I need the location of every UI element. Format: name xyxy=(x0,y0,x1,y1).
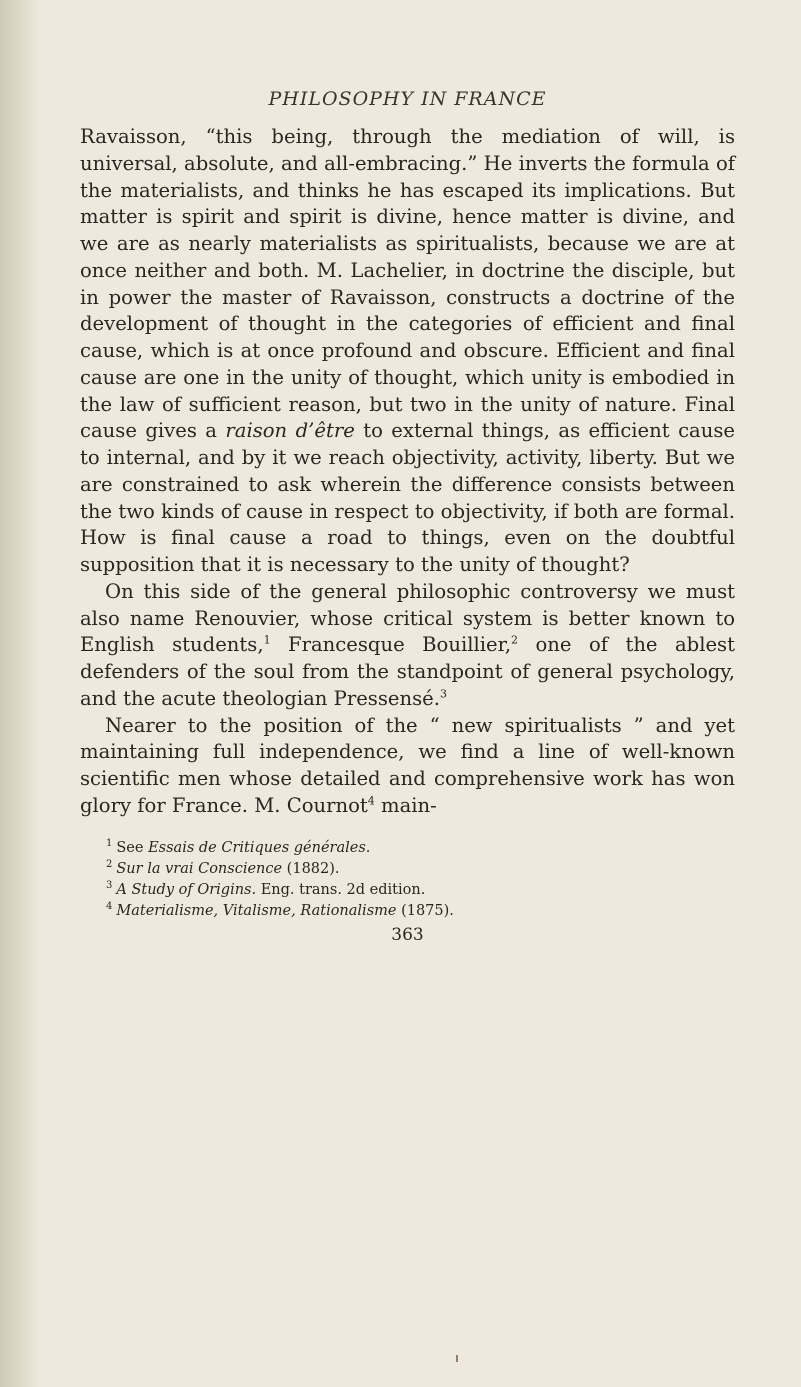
paragraph xyxy=(80,124,735,579)
footnote-number: 4 xyxy=(106,900,113,912)
footnote-ref: 3 xyxy=(440,687,447,701)
footnote-number: 3 xyxy=(106,879,113,891)
text-run: Ravaisson, “this being, through the mediation of will, is universal, absolute, and all-embracing.” He inverts the formula of the materialists, and thinks he has escaped its implications. But matter is spirit and spirit is divine, hence matter is divine, and we are as nearly materialists as spiritualists, because we are at once neither and both. M. Lachelier, in doctrine the disciple, but in power the master of Ravaisson, constructs a doctrine of the development of thought in the categories of efficient and final cause, which is at once profound and obscure. Efficient and final cause are one in the unity of thought, which unity is embodied in the law of sufficient reason, but two in the unity of nature. Final cause gives a xyxy=(80,125,735,443)
footnote xyxy=(106,859,735,880)
paper-speck xyxy=(456,1355,458,1362)
paragraph xyxy=(80,579,735,713)
italic-text: A Study of Origins. xyxy=(116,881,257,898)
text-run: On this side of the general philosophic controversy we must also name Renouvier, whose critical system is better known to English students, xyxy=(80,579,735,657)
text-run: Eng. trans. 2d edition. xyxy=(256,881,426,898)
text-run: See xyxy=(116,839,149,856)
page-number: 363 xyxy=(391,924,424,945)
paragraph xyxy=(80,713,735,820)
text-run: main- xyxy=(374,793,437,817)
italic-text: Materialisme, Vitalisme, Rationalisme xyxy=(116,902,397,919)
book-gutter-shadow xyxy=(0,0,40,1387)
italic-text: raison d’être xyxy=(225,419,355,443)
footnote-ref: 1 xyxy=(263,633,271,647)
text-run: Francesque Bouillier, xyxy=(270,633,512,657)
footnote xyxy=(106,838,735,859)
body-text xyxy=(80,124,735,820)
footnote-ref: 2 xyxy=(511,633,519,647)
footnote xyxy=(106,880,735,901)
text-run: (1875). xyxy=(396,902,454,919)
text-run: Nearer to the position of the “ new spiritualists ” and yet maintaining full independence, we find a line of well-known scientific men whose detailed and comprehensive work has won glory for France. M. Cournot xyxy=(80,713,735,817)
text-run: to external things, as efficient cause to internal, and by it we reach objectivity, activity, liberty. But we are constrained to ask wherein the difference consists between the two kinds of cause in respect to objectivity, if both are formal. How is final cause a road to things, even on the doubtful supposition that it is necessary to the unity of thought? xyxy=(80,419,735,576)
footnote-text xyxy=(116,903,454,919)
footnotes xyxy=(80,838,735,922)
footnote-number: 1 xyxy=(106,837,113,849)
text-run: (1882). xyxy=(282,860,340,877)
footnote-number: 2 xyxy=(106,858,113,870)
footnote-text xyxy=(116,882,425,898)
footnote-text xyxy=(116,840,370,856)
italic-text: Essais de Critiques générales. xyxy=(148,839,371,856)
footnote-ref: 4 xyxy=(367,794,375,808)
text-run: one of the ablest defenders of the soul from the standpoint of general psychology, and the acute theologian Pressensé. xyxy=(80,633,735,710)
footnote xyxy=(106,901,735,922)
italic-text: Sur la vrai Conscience xyxy=(116,860,283,877)
footnote-text xyxy=(116,861,339,877)
running-head: PHILOSOPHY IN FRANCE xyxy=(268,88,547,110)
book-page xyxy=(80,88,735,945)
